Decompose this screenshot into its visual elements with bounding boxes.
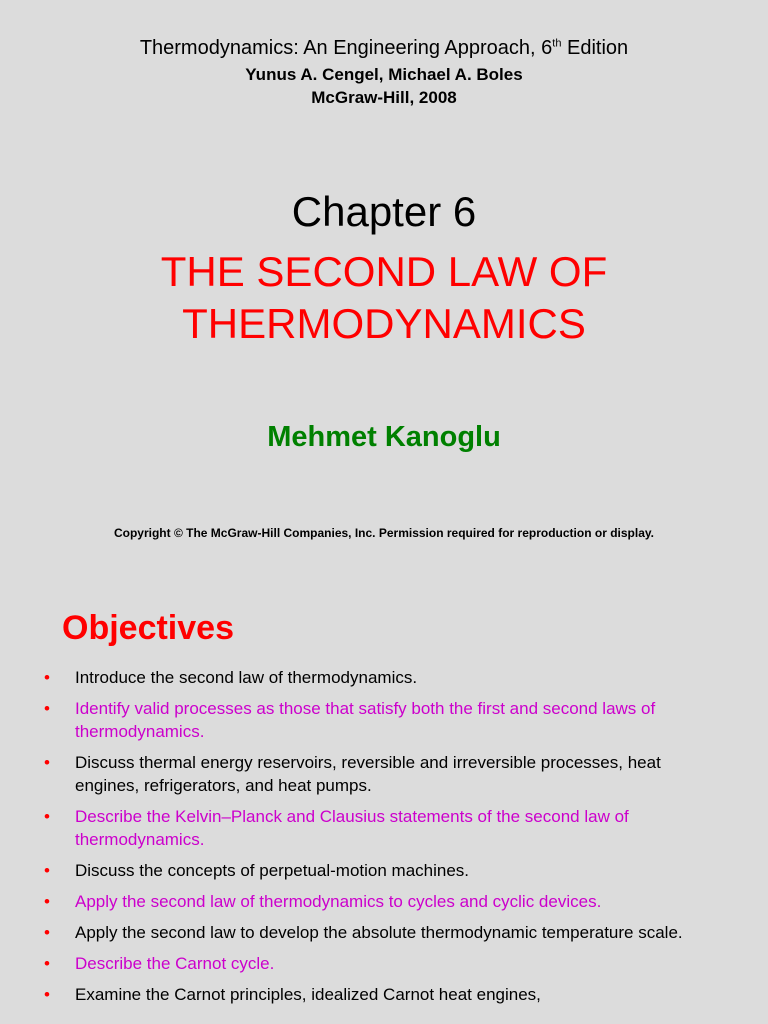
bullet-icon: • bbox=[44, 753, 50, 772]
list-item-text: Describe the Carnot cycle. bbox=[75, 954, 275, 973]
list-item bbox=[0, 952, 700, 975]
list-item-text: Examine the Carnot principles, idealized Carnot heat engines, bbox=[75, 985, 541, 1004]
list-item bbox=[0, 751, 700, 797]
presenter-name: Mehmet Kanoglu bbox=[267, 421, 501, 453]
list-item bbox=[0, 921, 700, 944]
list-item bbox=[0, 697, 700, 743]
book-title-end: Edition bbox=[561, 37, 629, 59]
bullet-icon: • bbox=[44, 892, 50, 911]
publisher: McGraw-Hill, 2008 bbox=[311, 88, 457, 107]
bullet-icon: • bbox=[44, 699, 50, 718]
bullet-icon: • bbox=[44, 954, 50, 973]
book-title-superscript: th bbox=[552, 37, 562, 50]
list-item bbox=[0, 983, 700, 1006]
bullet-icon: • bbox=[44, 807, 50, 826]
objectives-slide bbox=[0, 576, 768, 1024]
bullet-icon: • bbox=[44, 668, 50, 687]
list-item-text: Describe the Kelvin–Planck and Clausius statements of the second law of thermodynamics. bbox=[75, 807, 629, 849]
list-item-text: Apply the second law to develop the absolute thermodynamic temperature scale. bbox=[75, 923, 683, 942]
list-item bbox=[0, 859, 700, 882]
bullet-icon: • bbox=[44, 923, 50, 942]
chapter-number: Chapter 6 bbox=[291, 188, 477, 235]
list-item-text: Identify valid processes as those that satisfy both the first and second laws of thermodynamics. bbox=[75, 699, 656, 741]
authors: Yunus A. Cengel, Michael A. Boles bbox=[245, 65, 523, 84]
list-item bbox=[0, 890, 700, 913]
list-item bbox=[0, 666, 700, 689]
book-title-main: Thermodynamics: An Engineering Approach, 6 bbox=[139, 37, 553, 59]
list-item-text: Discuss the concepts of perpetual-motion machines. bbox=[75, 861, 470, 880]
list-item bbox=[0, 805, 700, 851]
chapter-title-line-1: THE SECOND LAW OF bbox=[160, 248, 608, 295]
copyright-notice: Copyright © The McGraw-Hill Companies, Inc. Permission required for reproduction or display. bbox=[113, 526, 655, 540]
bullet-icon: • bbox=[44, 985, 50, 1004]
objectives-list bbox=[0, 666, 700, 1014]
chapter-title-line-2: THERMODYNAMICS bbox=[182, 300, 586, 347]
list-item-text: Introduce the second law of thermodynamics. bbox=[75, 668, 418, 687]
list-item-text: Discuss thermal energy reservoirs, reversible and irreversible processes, heat engines, refrigerators, and heat pumps. bbox=[75, 753, 661, 795]
objectives-heading: Objectives bbox=[62, 609, 234, 647]
list-item-text: Apply the second law of thermodynamics to cycles and cyclic devices. bbox=[75, 892, 602, 911]
bullet-icon: • bbox=[44, 861, 50, 880]
chapter-title bbox=[0, 246, 768, 350]
book-title bbox=[0, 36, 768, 60]
